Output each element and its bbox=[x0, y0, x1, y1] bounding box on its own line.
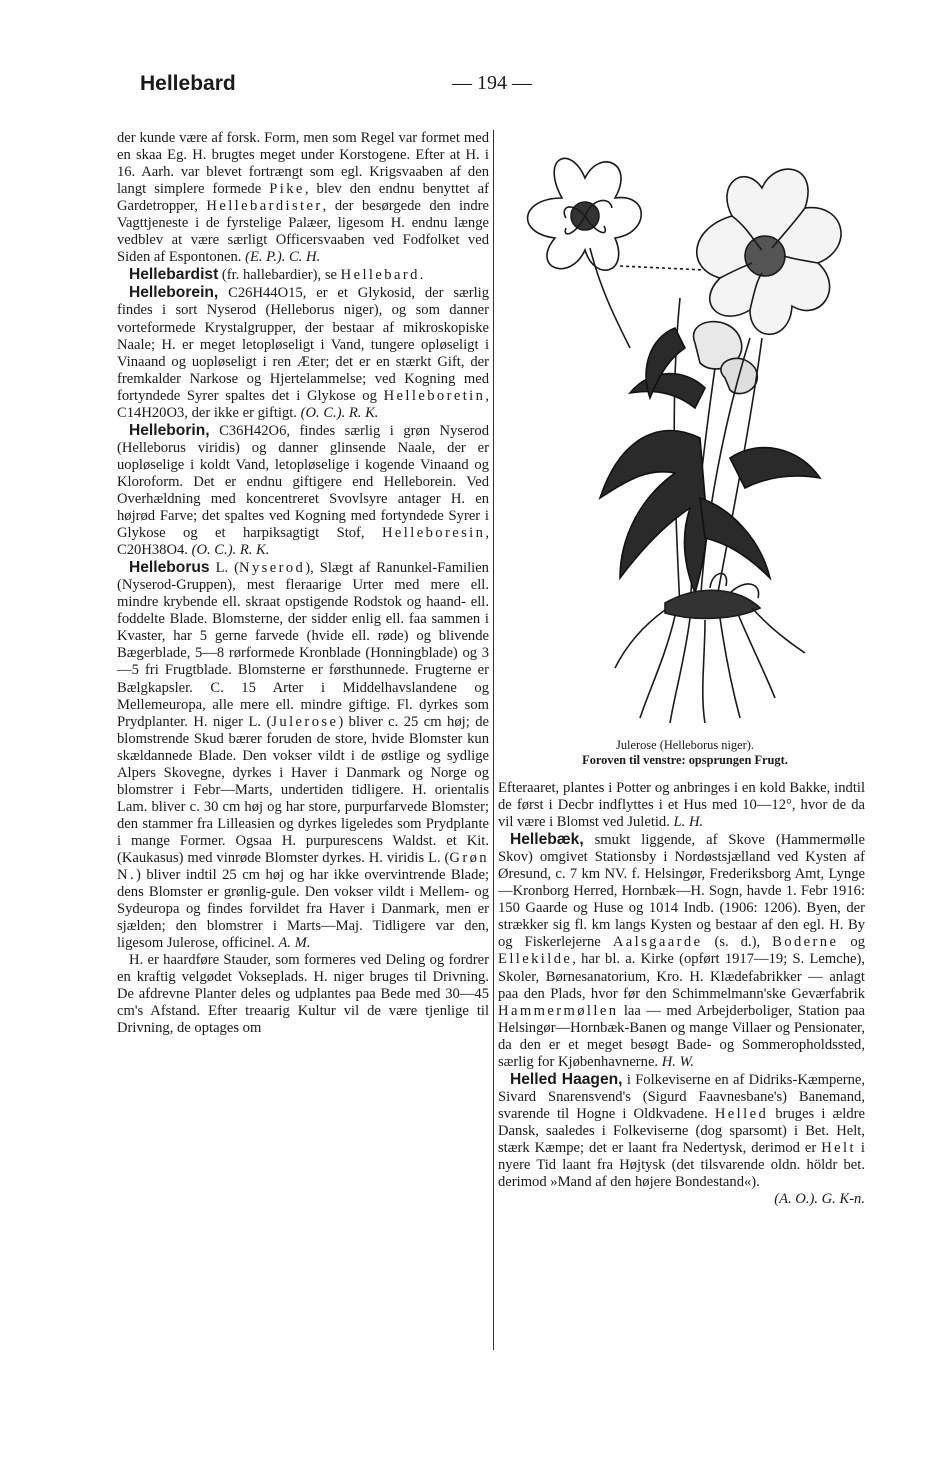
entry-headword: Hellebæk, bbox=[510, 831, 584, 849]
spaced-term: Hellebardister bbox=[206, 198, 323, 215]
text-run: ) bliver c. 25 cm høj; de blomstrende Skud bærer foruden de store, hvide Blomster kun skældannede Blade. Den vokser vildt i de østlige og sydlige Alpers Skovegne, dyrkes i Haver i Danmark og Norge og blomstrer i Febr—Marts, undertiden tidligere. H. orientalis Lam. bliver c. 30 cm høj og har store, purpurfarvede Blomster; den stammer fra Lilleasien og dyrkes ligeledes som Prydplante i mange Former. Ogsaa H. purpurescens Waldst. et Kit. (Kaukasus) med vinrøde Blomster dyrkes. H. viridis L. ( bbox=[117, 713, 489, 866]
text-run: C36H42O6, findes særlig i grøn Nyserod (Helleborus viridis) og danner glinsende Naale, der er uopløselige i koldt Vand, letopløselige i kogende Vinaand og Kloroform. Det er endnu giftigere end Helleborein. Ved Overhældning med koncentreret Svovlsyre antager H. en højrød Farve; det spaltes ved Kogning med fortyndede Syrer i Glykose og et harpiksagtigt Stof, bbox=[117, 422, 489, 542]
signature-line bbox=[498, 1191, 865, 1208]
spaced-term: Ellekilde bbox=[498, 951, 573, 968]
paragraph-cultivation-cont bbox=[498, 780, 865, 831]
text-run: ), Slægt af Ranunkel-Familien (Nyserod-Gruppen), mest fleraarige Urter med mere ell. mindre krybende ell. skraat opstigende Rodstok og haand- ell. foddelte Blade. Blomsterne, der sidder enlig ell. faa sammen i Kvaster, har 5 gerne farvede (hvide ell. røde) og blivende Bægerblade, 5—8 rørformede Kronblade (Honningblade) og 3—5 fri Frugtblade. Blomsterne er førsthunnede. Frugterne er Bælgkapsler. C. 15 Arter i Middelhavslandene og Mellemeuropa, alle mere ell. mindre giftige. Fl. dyrkes som Prydplanter. H. niger L. ( bbox=[117, 560, 489, 730]
text-run: laa — med Arbejderboliger, Station paa Helsingør—Hornbæk-Banen og mange Villaer og Pensionater, da den er et meget besøgt Bade- og Sommeropholdssted, særlig for Kjøbenhavnerne. bbox=[498, 1002, 865, 1070]
text-run: smukt liggende, af Skove (Hammermølle Skov) omgivet Stationsby i Nordøstsjælland ved Kysten af Øresund, c. 7 km NV. f. Helsingør, Frederiksborg Amt, Lynge—Kronborg Herred, Hornbæk—H. Sogn, havde 1. Febr 1916: 150 Gaarde og Huse og 1014 Indb. (1906: 1206). Byen, der strækker sig fl. km langs Kysten og bestaar af den egl. H. By og Fiskerlejerne bbox=[498, 832, 865, 951]
entry-headword: Hellebardist bbox=[129, 266, 219, 284]
julerose-illustration bbox=[500, 138, 870, 728]
text-run: , har bl. a. Kirke (opført 1917—19; S. Lemche), Skoler, Børnesanatorium, Kro. H. Klædefabrikker — anlagt paa den Plads, hvor før den Schimmelmann'ske Geværfabrik bbox=[498, 951, 865, 1002]
text-run: H. er haardføre Stauder, som formeres ved Deling og fordrer en kraftig velgødet Vokseplads. H. niger bruges til Drivning. De afdrevne Planter deles og udplantes paa Bede med 30—45 cm's Afstand. Efter treaarig Kultur vil de være tjenlige til Drivning, de optages om bbox=[117, 952, 489, 1037]
text-run: der kunde være af forsk. Form, men som Regel var formet med en skaa Eg. H. brugtes meget under Korstogene. Efter at H. i 16. Aarh. var blevet fortrængt som egl. Krigsvaaben af den langt simplere formede bbox=[117, 130, 489, 198]
page-number: — 194 — bbox=[452, 72, 532, 94]
paragraph-cultivation bbox=[117, 952, 489, 1037]
spaced-term: Grøn N. bbox=[117, 849, 489, 884]
text-run: og bbox=[838, 934, 865, 951]
spaced-term: Helled bbox=[714, 1105, 769, 1122]
entry-hellebardist: Hellebardist (fr. hallebardier), se Hellebard. bbox=[129, 266, 424, 284]
author-signature: (A. O.). G. K-n. bbox=[774, 1191, 865, 1208]
paragraph-hellebard-cont bbox=[117, 130, 489, 266]
entry-helleborus bbox=[117, 559, 489, 952]
entry-hellebaek bbox=[498, 831, 865, 1071]
entry-headword: Helled Haagen, bbox=[510, 1070, 623, 1088]
author-signature: A. M. bbox=[278, 935, 311, 952]
entry-helled-haagen bbox=[498, 1071, 865, 1191]
text-run: , C20H38O4. bbox=[117, 525, 489, 559]
text-run: ) bliver indtil 25 cm høj og har ikke overvintrende Blade; dens Blomster er grønlig-gule. Den vokser vildt i Mellem- og Sydeuropa og findes forvildet fra Haver i Danmark, men er sjælden; den blomstrer i Marts—Maj. Tidligere var den, ligesom Julerose, officinel. bbox=[117, 867, 489, 952]
open-fruit-drawing bbox=[528, 158, 642, 348]
page-head-word: Hellebard bbox=[140, 72, 236, 95]
author-signature: (O. C.). R. K. bbox=[300, 404, 379, 421]
flower-bud-drawing bbox=[694, 322, 758, 394]
entry-headword: Helleborin, bbox=[129, 421, 210, 439]
text-run: (s. d.), bbox=[702, 934, 773, 951]
text-run: C26H44O15, er et Glykosid, der særlig findes i sort Nyserod (Helleborus niger), og som danner vorteformede Krystalgrupper, der bestaar af mikroskopiske Naale; H. er meget letopløseligt i Vand, tungere opløseligt i Vinaand og uopløseligt i ren Æter; det er en stærkt Gift, der fremkalder Narkose og Hjertelammelse; ved Kogning med fortyndede Syrer spaltes det i Glykose og bbox=[117, 285, 489, 404]
main-flower-drawing bbox=[697, 169, 841, 334]
caption-line-1: Julerose (Helleborus niger). bbox=[616, 738, 754, 752]
entry-helleborin bbox=[117, 422, 489, 559]
entry-headword: Helleborein, bbox=[129, 284, 219, 302]
author-signature: (E. P.). C. H. bbox=[245, 249, 321, 266]
text-run: L. ( bbox=[209, 560, 239, 577]
spaced-term: Nyserod bbox=[239, 560, 306, 577]
text-run: , der besørgede den indre Vagttjeneste i de fyrstelige Palæer, ligesom H. endnu længe vedblev at være særligt Officersvaaben ved Fodfolket ved Siden af Espontonen. bbox=[117, 198, 489, 266]
spaced-term: Pike bbox=[269, 181, 305, 198]
figure-caption bbox=[500, 738, 870, 767]
spaced-term: Helt bbox=[821, 1139, 856, 1156]
caption-line-2: Foroven til venstre: opsprungen Frugt. bbox=[582, 752, 788, 767]
spaced-term: Helleboresin bbox=[381, 525, 486, 542]
text-run: Efteraaret, plantes i Potter og anbringes i en kold Bakke, indtil de først i Decbr indflyttes i et Hus med 10—12°, hvor de da vil være i Blomst ved Juletid. bbox=[498, 780, 865, 831]
left-column bbox=[117, 130, 489, 1370]
text-run: bruges i ældre Dansk, saaledes i Folkeviserne (dog sparsomt) i Bet. Helt, stærk Kæmpe; det er laant fra Nedertysk, derimod er bbox=[498, 1105, 865, 1156]
author-signature: (O. C.). R. K. bbox=[191, 542, 270, 559]
text-run: , C14H20O3, der ikke er giftigt. bbox=[117, 387, 489, 421]
text-run: i Folkeviserne en af Didriks-Kæmperne, Sivard Snarensvend's (Sigurd Faavnesbane's) Banemand, svarende til Hogne i Oldkvadene. bbox=[498, 1071, 865, 1122]
spaced-term: Aalsgaarde bbox=[612, 934, 703, 951]
entry-headword: Helleborus bbox=[129, 559, 210, 577]
spaced-term: Hammermøllen bbox=[498, 1002, 619, 1019]
right-column bbox=[498, 780, 865, 1360]
spaced-term: Hellebard bbox=[340, 267, 420, 284]
text-run: i nyere Tid laant fra Højtysk (det tilsvarende oldn. höldr bet. derimod »Mand af den højere Bondestand«). bbox=[498, 1139, 865, 1191]
root-drawing bbox=[615, 573, 805, 723]
spaced-term: Julerose bbox=[271, 713, 339, 730]
spaced-term: Helleboretin bbox=[383, 387, 486, 404]
column-divider bbox=[493, 130, 494, 1350]
spaced-term: Boderne bbox=[772, 934, 839, 951]
author-signature: L. H. bbox=[673, 814, 704, 831]
entry-helleborein bbox=[117, 284, 489, 421]
text-run: , blev den endnu benyttet af Gardetropper, bbox=[117, 181, 489, 215]
author-signature: H. W. bbox=[661, 1053, 695, 1070]
text-run: (fr. hallebardier), se bbox=[218, 267, 341, 284]
